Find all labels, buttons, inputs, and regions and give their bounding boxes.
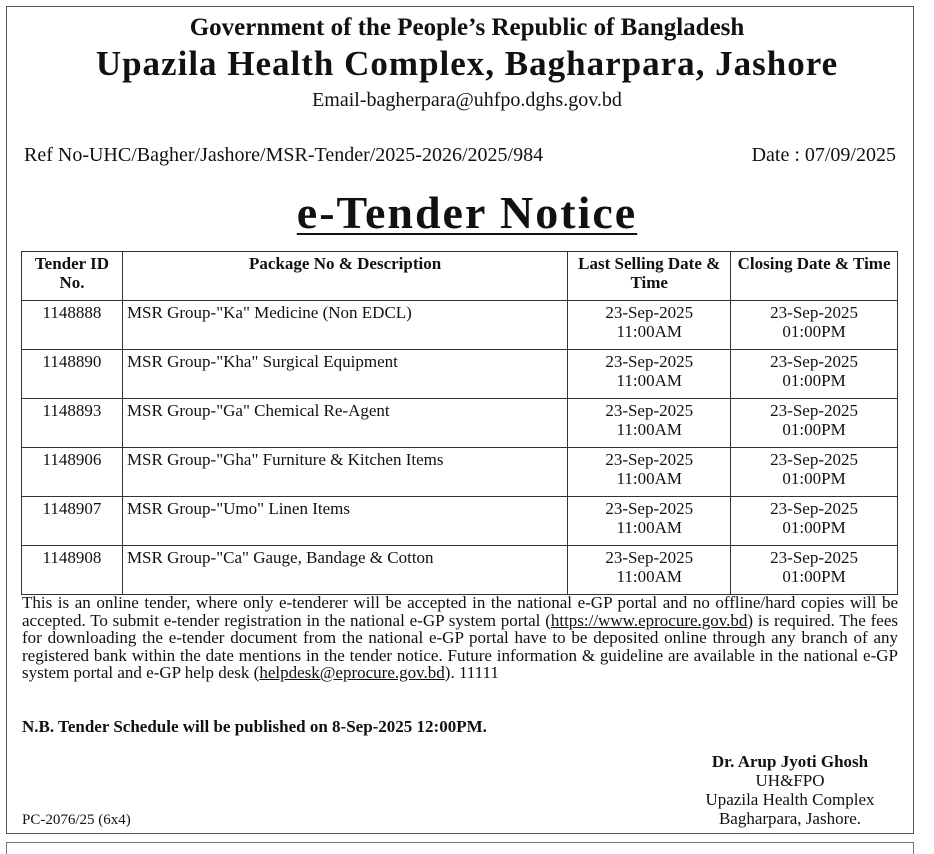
tender-id: 1148907 [22, 497, 123, 546]
closing-cell [731, 399, 898, 448]
sell-time: 11:00AM [616, 420, 682, 439]
table-row [22, 350, 898, 399]
signature-block [672, 752, 908, 828]
tender-id: 1148893 [22, 399, 123, 448]
tender-table [21, 251, 898, 595]
sell-date: 23-Sep-2025 [605, 401, 694, 420]
sell-time: 11:00AM [616, 567, 682, 586]
signatory-office: Upazila Health Complex [705, 790, 875, 809]
closing-cell [731, 546, 898, 595]
table-row [22, 448, 898, 497]
helpdesk-email-link[interactable]: helpdesk@eprocure.gov.bd [259, 663, 445, 682]
last-selling-cell [568, 546, 731, 595]
close-time: 01:00PM [782, 322, 846, 341]
notice-date: Date : 07/09/2025 [751, 144, 896, 166]
package-description: MSR Group-"Gha" Furniture & Kitchen Items [122, 448, 567, 497]
sell-time: 11:00AM [616, 518, 682, 537]
close-date: 23-Sep-2025 [770, 499, 858, 518]
last-selling-cell [568, 399, 731, 448]
last-selling-cell [568, 497, 731, 546]
sell-time: 11:00AM [616, 469, 682, 488]
header-tender-id: Tender ID No. [22, 252, 123, 301]
package-description: MSR Group-"Kha" Surgical Equipment [122, 350, 567, 399]
closing-cell [731, 448, 898, 497]
tender-id: 1148908 [22, 546, 123, 595]
header-closing: Closing Date & Time [731, 252, 898, 301]
sell-date: 23-Sep-2025 [605, 352, 694, 371]
closing-cell [731, 497, 898, 546]
reference-number: Ref No-UHC/Bagher/Jashore/MSR-Tender/2025-2026/2025/984 [24, 144, 544, 166]
header-package: Package No & Description [122, 252, 567, 301]
tender-id: 1148888 [22, 301, 123, 350]
notice-title: e-Tender Notice [296, 187, 638, 238]
organization-heading: Upazila Health Complex, Bagharpara, Jashore [95, 44, 839, 83]
package-description: MSR Group-"Ca" Gauge, Bandage & Cotton [122, 546, 567, 595]
table-header-row [22, 252, 898, 301]
close-time: 01:00PM [782, 567, 846, 586]
sell-date: 23-Sep-2025 [605, 548, 694, 567]
close-date: 23-Sep-2025 [770, 401, 858, 420]
next-notice-border [6, 842, 914, 854]
notice-text-3: ). 11111 [444, 663, 499, 682]
signatory-location: Bagharpara, Jashore. [718, 809, 862, 828]
nb-note: N.B. Tender Schedule will be published on 8-Sep-2025 12:00PM. [22, 717, 487, 736]
eprocure-link[interactable]: https://www.eprocure.gov.bd [550, 610, 748, 630]
closing-cell [731, 301, 898, 350]
package-description: MSR Group-"Ka" Medicine (Non EDCL) [122, 301, 567, 350]
notice-title-wrap [0, 186, 934, 239]
close-date: 23-Sep-2025 [770, 450, 858, 469]
notice-text-2: ) is required. The fees for downloading the e-tender document from the national e-GP portal have to be deposited online through any branch of any registered bank within the date mentions in the tender notice. Future information & guideline are available in the national e-GP system portal and e-GP help desk ( [22, 610, 898, 682]
closing-cell [731, 350, 898, 399]
package-description: MSR Group-"Ga" Chemical Re-Agent [122, 399, 567, 448]
notice-body [22, 594, 898, 682]
table-row [22, 546, 898, 595]
table-row [22, 497, 898, 546]
email-line: Email-bagherpara@uhfpo.dghs.gov.bd [312, 89, 622, 111]
table-row [22, 301, 898, 350]
last-selling-cell [568, 448, 731, 497]
sell-date: 23-Sep-2025 [605, 303, 694, 322]
sell-time: 11:00AM [616, 322, 682, 341]
table-row [22, 399, 898, 448]
pc-code: PC-2076/25 (6x4) [22, 812, 131, 828]
header-last-selling: Last Selling Date & Time [568, 252, 731, 301]
sell-date: 23-Sep-2025 [605, 499, 694, 518]
sell-time: 11:00AM [616, 371, 682, 390]
close-date: 23-Sep-2025 [770, 352, 858, 371]
close-time: 01:00PM [782, 469, 846, 488]
close-date: 23-Sep-2025 [770, 548, 858, 567]
signatory-designation: UH&FPO [755, 771, 825, 790]
close-time: 01:00PM [782, 518, 846, 537]
package-description: MSR Group-"Umo" Linen Items [122, 497, 567, 546]
last-selling-cell [568, 301, 731, 350]
sell-date: 23-Sep-2025 [605, 450, 694, 469]
close-date: 23-Sep-2025 [770, 303, 858, 322]
tender-id: 1148906 [22, 448, 123, 497]
last-selling-cell [568, 350, 731, 399]
tender-id: 1148890 [22, 350, 123, 399]
close-time: 01:00PM [782, 371, 846, 390]
government-heading: Government of the People’s Republic of Bangladesh [189, 14, 745, 41]
signatory-name: Dr. Arup Jyoti Ghosh [711, 752, 869, 771]
close-time: 01:00PM [782, 420, 846, 439]
notice-text-1: This is an online tender, where only e-tenderer will be accepted in the national e-GP portal and no offline/hard copies will be accepted. To submit e-tender registration in the national e-GP system portal ( [22, 593, 898, 630]
